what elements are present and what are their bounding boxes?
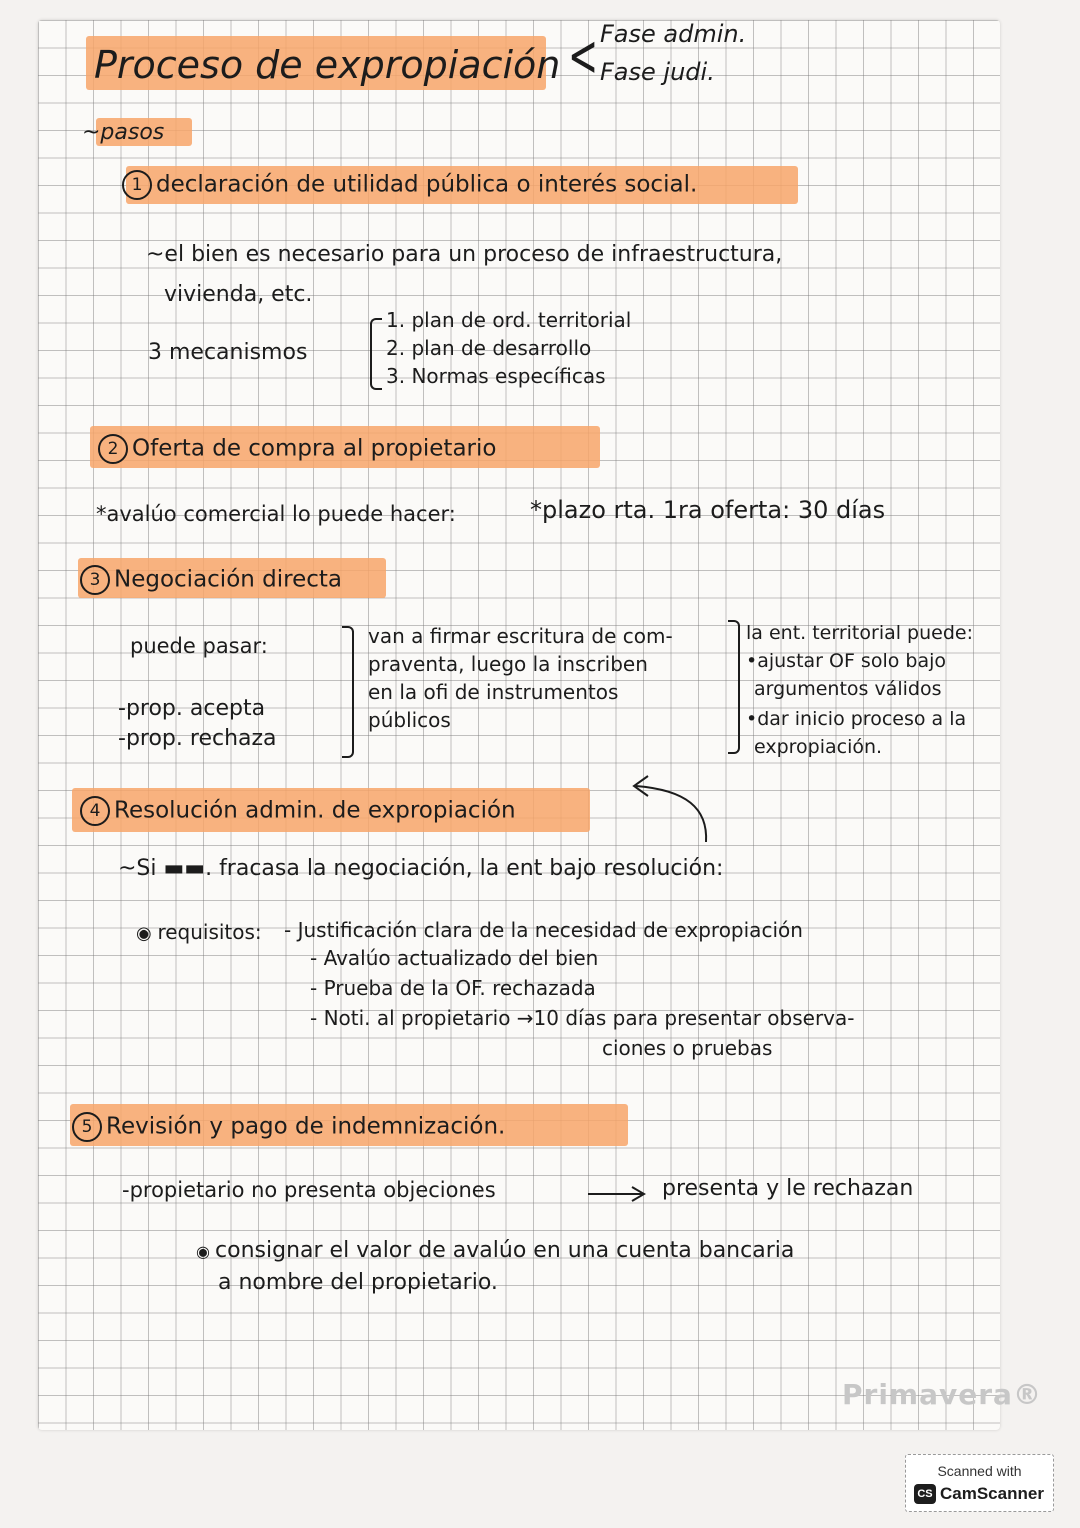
notebook-brand-logo: Primavera® bbox=[842, 1378, 1042, 1411]
bullet-icon: ◉ bbox=[136, 923, 158, 944]
step3-number-circle: 3 bbox=[80, 565, 110, 595]
entity-line-1: la ent. territorial puede: bbox=[746, 622, 973, 644]
mechanism-2: 2. plan de desarrollo bbox=[386, 336, 592, 360]
bullet-icon: ◉ bbox=[196, 1242, 216, 1261]
accept-line-4: públicos bbox=[368, 708, 451, 732]
step5-a-nombre: a nombre del propietario. bbox=[218, 1270, 498, 1295]
step4-heading-row bbox=[80, 796, 516, 826]
mechanism-1: 1. plan de ord. territorial bbox=[386, 308, 632, 332]
step1-heading: declaración de utilidad pública o interés social. bbox=[156, 171, 698, 198]
curved-arrow-icon bbox=[626, 768, 726, 848]
accept-line-3: en la ofi de instrumentos bbox=[368, 680, 619, 704]
accept-line-2: praventa, luego la inscriben bbox=[368, 652, 648, 676]
step2-heading: Oferta de compra al propietario bbox=[132, 435, 497, 462]
step1-line1: ~el bien es necesario para un proceso de infraestructura, bbox=[146, 242, 783, 267]
camscanner-logo-icon: CS bbox=[914, 1484, 936, 1504]
step2-note-avaluo: *avalúo comercial lo puede hacer: bbox=[96, 502, 456, 526]
requisitos-label: requisitos: bbox=[157, 920, 262, 944]
step5-heading-row bbox=[72, 1112, 505, 1142]
step1-number-circle: 1 bbox=[122, 170, 152, 200]
phase-bracket: < bbox=[568, 24, 599, 91]
step4-line: ~Si ▬▬. fracasa la negociación, la ent bajo resolución: bbox=[118, 856, 724, 881]
camscanner-badge bbox=[905, 1454, 1054, 1512]
page-title: Proceso de expropiación bbox=[94, 43, 561, 87]
phase-judicial: Fase judi. bbox=[600, 58, 715, 86]
camscanner-name: CamScanner bbox=[940, 1484, 1044, 1503]
step5-consignar-row bbox=[196, 1240, 794, 1262]
step4-number-circle: 4 bbox=[80, 796, 110, 826]
requirement-4-cont: ciones o pruebas bbox=[602, 1036, 773, 1060]
step2-note-plazo: *plazo rta. 1ra oferta: 30 días bbox=[530, 496, 886, 524]
step5-consignar: consignar el valor de avalúo en una cuenta bancaria bbox=[215, 1238, 795, 1263]
step4-heading: Resolución admin. de expropiación bbox=[114, 797, 516, 824]
option-rechaza: -prop. rechaza bbox=[118, 726, 277, 751]
requirement-2: - Avalúo actualizado del bien bbox=[310, 946, 599, 970]
requirement-4: - Noti. al propietario →10 días para presentar observa- bbox=[310, 1006, 855, 1030]
step5-no-objection: -propietario no presenta objeciones bbox=[122, 1178, 496, 1202]
option-acepta: -prop. acepta bbox=[118, 696, 266, 721]
step5-heading: Revisión y pago de indemnización. bbox=[106, 1113, 506, 1140]
entity-line-5: expropiación. bbox=[754, 736, 883, 758]
phase-admin: Fase admin. bbox=[600, 20, 747, 48]
entity-line-2: •ajustar OF solo bajo bbox=[746, 650, 947, 672]
arrow-right-icon bbox=[586, 1184, 648, 1204]
entity-line-3: argumentos válidos bbox=[754, 678, 942, 700]
options-brace bbox=[342, 626, 354, 758]
step1-line2: vivienda, etc. bbox=[164, 282, 313, 307]
mechanism-3: 3. Normas específicas bbox=[386, 364, 606, 388]
entity-line-4: •dar inicio proceso a la bbox=[746, 708, 967, 730]
grid-notebook-page bbox=[38, 20, 1000, 1430]
step3-heading-row bbox=[80, 565, 342, 595]
requisitos-row bbox=[136, 922, 262, 943]
accept-brace bbox=[728, 620, 740, 754]
step2-heading-row bbox=[98, 434, 496, 464]
mechanisms-brace bbox=[370, 318, 382, 390]
step5-number-circle: 5 bbox=[72, 1112, 102, 1142]
puede-pasar-label: puede pasar: bbox=[130, 634, 268, 658]
step5-objection-rejected: presenta y le rechazan bbox=[662, 1176, 914, 1201]
step1-heading-row bbox=[122, 170, 697, 200]
accept-line-1: van a firmar escritura de com- bbox=[368, 624, 673, 648]
mechanisms-label: 3 mecanismos bbox=[148, 340, 308, 365]
scanned-with-label: Scanned with bbox=[937, 1463, 1022, 1479]
step3-heading: Negociación directa bbox=[114, 566, 343, 593]
requirement-3: - Prueba de la OF. rechazada bbox=[310, 976, 596, 1000]
pasos-label: ~pasos bbox=[82, 120, 165, 145]
step2-number-circle: 2 bbox=[98, 434, 128, 464]
requirement-1: - Justificación clara de la necesidad de expropiación bbox=[284, 918, 803, 942]
